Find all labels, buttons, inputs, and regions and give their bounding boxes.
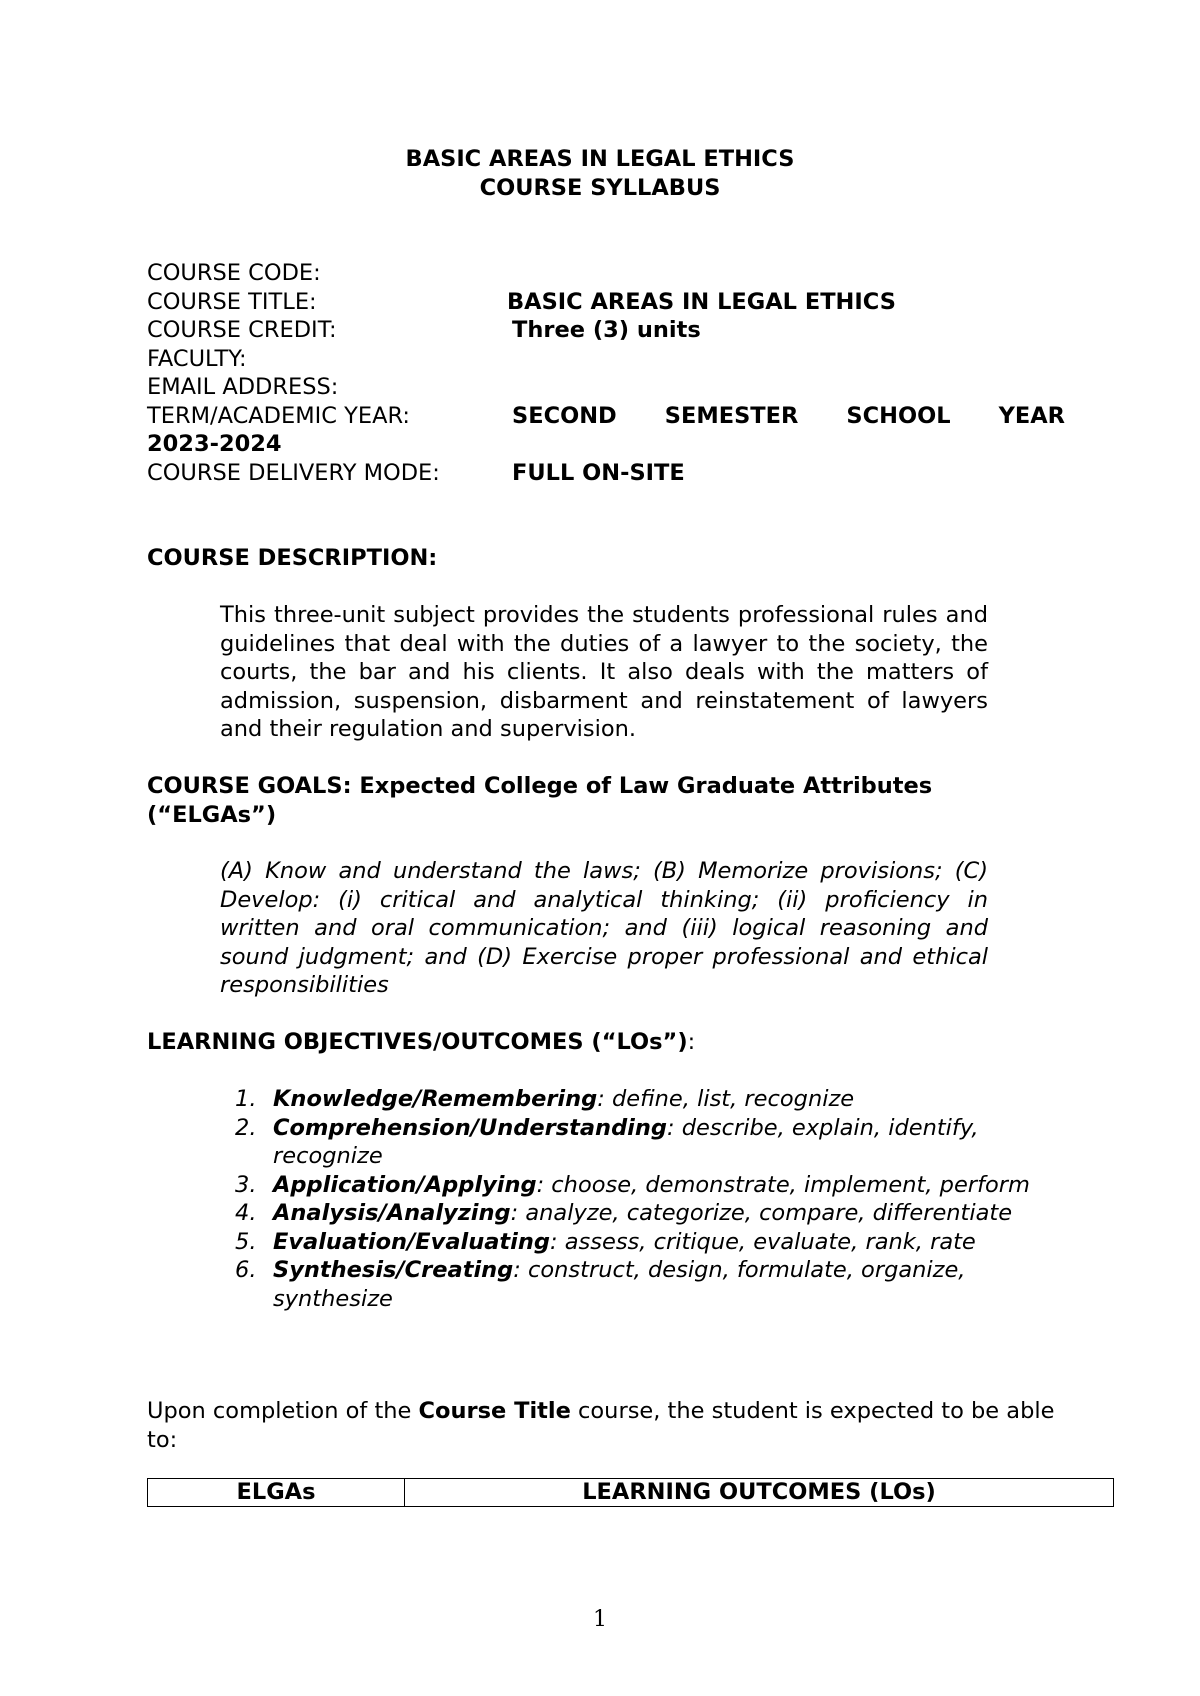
list-item [235,1199,1055,1228]
list-item-term: Synthesis/Creating [273,1257,514,1283]
term-word: YEAR [998,403,1065,429]
learning-objectives-heading [147,1028,695,1057]
term-value [512,402,1065,431]
list-item-number: 2. [235,1114,257,1141]
list-item-verbs: : choose, demonstrate, implement, perform [536,1171,1030,1198]
list-item-number: 3. [235,1171,257,1198]
course-code-label: COURSE CODE: [147,260,321,286]
term-word: SEMESTER [664,403,799,429]
list-item-verbs: : construct, design, formulate, organize, synthesize [273,1257,966,1312]
list-item [235,1114,1055,1171]
list-item-number: 5. [235,1228,257,1255]
learning-objectives-heading-colon: : [687,1029,696,1055]
term-year: 2023-2024 [147,431,282,457]
column-header-learning-outcomes: LEARNING OUTCOMES (LOs) [405,1479,1114,1507]
list-item-verbs: : describe, explain, identify, recognize [273,1114,979,1169]
term-word: SCHOOL [846,403,951,429]
course-title-value: BASIC AREAS IN LEGAL ETHICS [507,289,896,315]
completion-statement [147,1397,1062,1454]
title-line-1: BASIC AREAS IN LEGAL ETHICS [405,146,795,172]
list-item-term: Knowledge/Remembering [273,1086,598,1112]
list-item-number: 4. [235,1200,257,1226]
completion-prefix: Upon completion of the [147,1398,419,1424]
list-item-verbs: : define, list, recognize [597,1086,855,1112]
list-item-term: Evaluation/Evaluating [273,1228,551,1255]
course-credit-value: Three (3) units [512,317,701,343]
faculty-label: FACULTY: [147,346,247,372]
delivery-mode-label: COURSE DELIVERY MODE: [147,460,440,486]
title-line-2: COURSE SYLLABUS [479,175,721,201]
document-title [0,145,1200,203]
completion-course-title: Course Title [418,1398,571,1424]
list-item-verbs: : assess, critique, evaluate, rank, rate [550,1228,976,1255]
course-goals-body: (A) Know and understand the laws; (B) Memorize provisions; (C) Develop: (i) critical and analytical thinking; (ii) proficiency in written and oral communication; and (iii) logical reasoning and sound judgment; and (D) Exercise proper professional and ethical responsibilities [220,858,988,998]
outcomes-table [147,1478,1114,1507]
term-word: SECOND [512,403,617,429]
delivery-mode-value: FULL ON-SITE [512,460,685,486]
table-header-row [148,1479,1114,1507]
list-item-number: 6. [235,1257,257,1283]
list-item [235,1256,1055,1313]
course-goals-heading [147,772,932,829]
list-item-verbs: : analyze, categorize, compare, differentiate [510,1200,1013,1226]
list-item-term: Application/Applying [273,1171,537,1198]
term-label: TERM/ACADEMIC YEAR: [147,403,411,429]
learning-objectives-heading-text: LEARNING OBJECTIVES/OUTCOMES (“LOs”) [147,1029,688,1055]
course-goals-heading-line-1: COURSE GOALS: Expected College of Law Graduate Attributes [147,773,933,799]
list-item [235,1085,1055,1114]
course-goals-heading-line-2: (“ELGAs”) [147,801,277,828]
course-description-heading: COURSE DESCRIPTION: [147,545,438,571]
list-item-term: Analysis/Analyzing [273,1200,511,1226]
email-address-label: EMAIL ADDRESS: [147,374,339,400]
column-header-elgas: ELGAs [148,1479,405,1507]
list-item [235,1171,1055,1200]
page-number: 1 [593,1607,607,1632]
course-description-body: This three-unit subject provides the students professional rules and guidelines that deal with the duties of a lawyer to the society, the courts, the bar and his clients. It also deals with the matters of admission, suspension, disbarment and reinstatement of lawyers and their regulation and supervision. [220,602,988,742]
list-item-term: Comprehension/Understanding [273,1114,668,1141]
list-item [235,1228,1055,1257]
completion-suffix: course, the student is expected to be able to: [147,1398,1055,1453]
course-title-label: COURSE TITLE: [147,289,317,315]
course-credit-label: COURSE CREDIT: [147,317,337,343]
learning-objectives-list [235,1085,1055,1313]
list-item-number: 1. [235,1086,257,1112]
